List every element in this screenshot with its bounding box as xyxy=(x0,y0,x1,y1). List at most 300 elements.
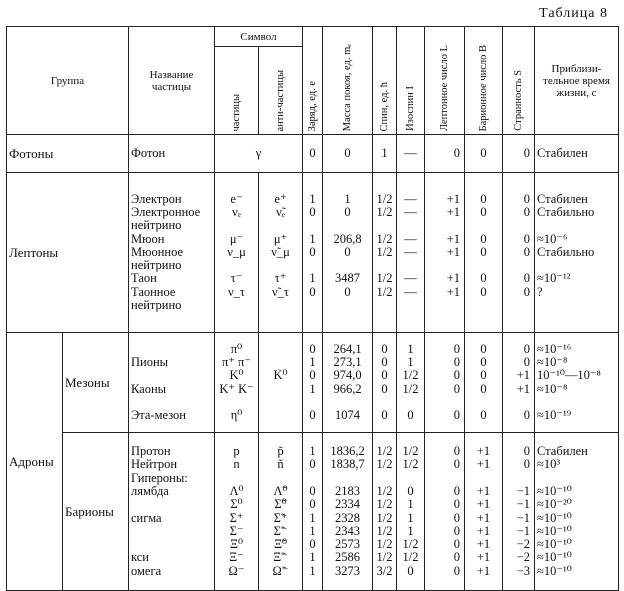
baryons-particle-line: Ξ⁰ xyxy=(229,538,244,552)
leptons-spin-line xyxy=(375,219,394,232)
baryons-mass xyxy=(323,433,373,591)
baryons-lifetime-line: ≈10⁻²⁰ xyxy=(537,498,572,512)
leptons-spin-line xyxy=(375,259,394,272)
leptons-spin xyxy=(373,173,397,333)
leptons-particle-line xyxy=(217,219,256,232)
baryons-charge xyxy=(303,433,323,591)
mesons-charge-line xyxy=(305,396,320,409)
mesons-mass-line: 966,2 xyxy=(333,382,362,396)
photon-lifetime-line: Стабилен xyxy=(537,146,588,160)
baryons-baryon-line: +1 xyxy=(476,445,491,459)
baryons-isospin-line: 1/2 xyxy=(402,551,419,565)
particle-table xyxy=(6,26,619,591)
mesons-name-line xyxy=(131,343,212,356)
leptons-strangeness-line: 0 xyxy=(523,232,530,246)
mesons-mass-line: 264,1 xyxy=(333,342,362,356)
mesons-isospin-line: 1/2 xyxy=(402,382,419,396)
baryons-isospin-line xyxy=(399,472,422,485)
baryons-lepton-line: 0 xyxy=(453,564,460,578)
photon-isospin-line: — xyxy=(404,146,417,160)
baryons-spin xyxy=(373,433,397,591)
mesons-baryon-line: 0 xyxy=(480,369,487,383)
leptons-lifetime-line xyxy=(537,299,616,312)
row-photons xyxy=(7,135,619,173)
baryons-isospin-line: 1 xyxy=(407,511,414,525)
baryons-baryon-line: +1 xyxy=(476,538,491,552)
leptons-isospin-line: — xyxy=(404,285,417,299)
mesons-mass-line: 1074 xyxy=(335,409,360,423)
group-photons: Фотоны xyxy=(7,135,129,173)
baryons-spin-line: 3/2 xyxy=(376,564,393,578)
baryons-mass-line: 1838,7 xyxy=(330,458,365,472)
photon-spin xyxy=(373,135,397,173)
baryons-strangeness-line: 0 xyxy=(523,458,530,472)
baryons-antiparticle-line: Σ̃⁻ xyxy=(273,524,288,538)
leptons-name-line: Таонное xyxy=(131,285,176,299)
leptons-isospin-line xyxy=(399,219,422,232)
leptons-lepton-line: +1 xyxy=(446,232,460,246)
leptons-lifetime-line: ≈10⁻⁶ xyxy=(537,232,568,246)
leptons-particle-line xyxy=(217,259,256,272)
mesons-lifetime-line: ≈10⁻⁸ xyxy=(537,355,568,369)
mesons-lepton xyxy=(425,333,465,433)
baryons-spin-line: 1/2 xyxy=(376,484,393,498)
baryons-name-line xyxy=(131,498,212,511)
mesons-particle-line: K⁰ xyxy=(229,369,244,383)
leptons-lepton-line xyxy=(427,259,460,272)
leptons-charge xyxy=(303,173,323,333)
baryons-name-line: Гипероны: xyxy=(131,471,188,485)
leptons-strangeness-line: 0 xyxy=(523,205,530,219)
baryons-lepton-line: 0 xyxy=(453,498,460,512)
mesons-name-line xyxy=(131,396,212,409)
baryons-particle-line: Σ⁺ xyxy=(229,511,244,525)
leptons-antiparticle-line xyxy=(261,259,300,272)
header-strangeness-cell xyxy=(503,27,535,135)
leptons-name-line: Мюон xyxy=(131,232,165,246)
baryons-mass-line: 3273 xyxy=(335,564,360,578)
mesons-mass-line: 974,0 xyxy=(333,369,362,383)
leptons-spin-line xyxy=(375,299,394,312)
photon-baryon xyxy=(465,135,503,173)
leptons-charge-line: 0 xyxy=(309,285,316,299)
baryons-mass-line: 2573 xyxy=(335,538,360,552)
leptons-name-line: нейтрино xyxy=(131,259,182,273)
leptons-particles xyxy=(215,173,259,333)
baryons-charge-line: 1 xyxy=(309,445,316,459)
leptons-names xyxy=(129,173,215,333)
baryons-baryon-line: +1 xyxy=(476,498,491,512)
baryons-lifetime-line: Стабилен xyxy=(537,445,588,459)
mesons-lifetime-line: 10⁻¹⁰—10⁻⁸ xyxy=(537,369,601,383)
baryons-particle-line xyxy=(217,472,256,485)
baryons-lifetime-line: ≈10⁻¹⁰ xyxy=(537,551,572,565)
baryons-particle-line: Ξ⁻ xyxy=(229,551,244,565)
baryons-mass-line: 2183 xyxy=(335,484,360,498)
baryons-lifetime-line: ≈10⁻¹⁰ xyxy=(537,484,572,498)
leptons-lifetime-line: Стабильно xyxy=(537,205,595,219)
baryons-mass-line: 2343 xyxy=(335,524,360,538)
baryons-spin-line xyxy=(375,472,394,485)
row-leptons xyxy=(7,173,619,333)
baryons-strangeness-line: −1 xyxy=(516,524,530,538)
leptons-particle-line xyxy=(217,299,256,312)
leptons-mass-line: 0 xyxy=(344,245,351,259)
baryons-names xyxy=(129,433,215,591)
leptons-baryon-line xyxy=(467,219,500,232)
photon-lifetime xyxy=(535,135,619,173)
baryons-baryon-line: +1 xyxy=(476,458,491,472)
baryons-charge-line: 0 xyxy=(309,458,316,472)
mesons-particles xyxy=(215,333,259,433)
leptons-name-line: Электрон xyxy=(131,192,182,206)
leptons-antiparticle-line: ν̃ₑ xyxy=(276,205,285,219)
baryons-baryon xyxy=(465,433,503,591)
baryons-antiparticle-line: Λ̃⁰ xyxy=(273,484,288,498)
leptons-charge-line xyxy=(305,299,320,312)
mesons-spin-line: 0 xyxy=(381,369,388,383)
mesons-mass-line: 273,1 xyxy=(333,355,362,369)
mesons-isospin-line xyxy=(399,396,422,409)
baryons-name-line: Нейтрон xyxy=(131,458,178,472)
leptons-mass-line: 0 xyxy=(344,205,351,219)
leptons-isospin-line: — xyxy=(404,232,417,246)
baryons-lifetime-line: ≈10⁻¹⁰ xyxy=(537,524,572,538)
baryons-baryon-line: +1 xyxy=(476,524,491,538)
baryons-lepton-line: 0 xyxy=(453,484,460,498)
leptons-mass-line: 206,8 xyxy=(333,232,362,246)
header-antiparticles: анти-частицы xyxy=(274,69,286,131)
leptons-baryon-line xyxy=(467,299,500,312)
mesons-antiparticle-line xyxy=(261,396,300,409)
header-symbol: Символ xyxy=(215,27,303,47)
mesons-charge-line: 0 xyxy=(309,369,316,383)
leptons-particle-line: ν_μ xyxy=(227,245,246,259)
leptons-antiparticle-line: τ⁺ xyxy=(274,272,287,286)
mesons-lifetime-line: ≈10⁻¹⁹ xyxy=(537,409,572,423)
baryons-strangeness xyxy=(503,433,535,591)
photon-lepton-line: 0 xyxy=(453,146,460,160)
mesons-spin-line: 0 xyxy=(381,382,388,396)
baryons-particle-line: p xyxy=(233,445,240,459)
mesons-isospin-line: 1 xyxy=(407,355,414,369)
mesons-baryon-line xyxy=(467,396,500,409)
leptons-baryon xyxy=(465,173,503,333)
leptons-lepton-line: +1 xyxy=(446,245,460,259)
baryons-lifetime-line xyxy=(537,472,616,485)
leptons-mass-line xyxy=(325,219,370,232)
baryons-particle-line: Λ⁰ xyxy=(229,484,244,498)
leptons-lifetime-line: Стабилен xyxy=(537,192,588,206)
baryons-particle-line: n xyxy=(233,458,240,472)
header-charge: Заряд, ед. e xyxy=(306,80,318,131)
baryons-spin-line: 1/2 xyxy=(376,551,393,565)
baryons-lepton-line: 0 xyxy=(453,551,460,565)
leptons-charge-line: 1 xyxy=(309,232,316,246)
leptons-particle-line: e⁻ xyxy=(230,192,243,206)
baryons-mass-line xyxy=(325,472,370,485)
mesons-charge xyxy=(303,333,323,433)
photon-name-line: Фотон xyxy=(131,146,166,160)
leptons-strangeness-line xyxy=(505,259,530,272)
leptons-particle-line: τ⁻ xyxy=(230,272,243,286)
baryons-lepton-line xyxy=(427,472,460,485)
baryons-antiparticles xyxy=(259,433,303,591)
leptons-charge-line: 0 xyxy=(309,205,316,219)
mesons-name-line xyxy=(131,369,212,382)
leptons-lifetime-line xyxy=(537,219,616,232)
leptons-lepton-line: +1 xyxy=(446,205,460,219)
photon-lepton xyxy=(425,135,465,173)
baryons-charge-line: 1 xyxy=(309,511,316,525)
baryons-particle-line: Ω⁻ xyxy=(228,564,245,578)
leptons-antiparticle-line: ν̃_τ xyxy=(272,285,289,299)
leptons-charge-line xyxy=(305,259,320,272)
leptons-isospin-line: — xyxy=(404,205,417,219)
header-row-1 xyxy=(7,27,619,47)
baryons-strangeness-line xyxy=(505,472,530,485)
mesons-isospin-line: 1/2 xyxy=(402,369,419,383)
leptons-spin-line: 1/2 xyxy=(376,205,393,219)
leptons-baryon-line: 0 xyxy=(480,192,487,206)
mesons-antiparticle-line xyxy=(261,383,300,396)
baryons-mass-line: 2328 xyxy=(335,511,360,525)
leptons-isospin-line: — xyxy=(404,272,417,286)
mesons-baryon-line: 0 xyxy=(480,409,487,423)
baryons-lepton-line: 0 xyxy=(453,511,460,525)
group-leptons: Лептоны xyxy=(7,173,129,333)
leptons-charge-line: 1 xyxy=(309,192,316,206)
mesons-lepton-line xyxy=(427,396,460,409)
mesons-lepton-line: 0 xyxy=(453,369,460,383)
baryons-antiparticle-line: Ξ̃⁻ xyxy=(273,551,288,565)
mesons-name-line: Эта-мезон xyxy=(131,409,186,423)
baryons-antiparticle-line: ñ xyxy=(277,458,284,472)
baryons-antiparticle-line: Σ̃⁰ xyxy=(274,498,287,512)
mesons-strangeness-line: +1 xyxy=(516,369,530,383)
leptons-spin-line: 1/2 xyxy=(376,272,393,286)
baryons-lifetime-line: ≈10³ xyxy=(537,458,561,472)
leptons-lifetime-line: ≈10⁻¹² xyxy=(537,272,571,286)
header-lepton: Лептонное число L xyxy=(438,44,450,131)
header-baryon: Барионное число B xyxy=(477,44,489,131)
leptons-particle-line: μ⁻ xyxy=(229,232,244,246)
leptons-lepton-line: +1 xyxy=(446,272,460,286)
leptons-antiparticle-line: μ⁺ xyxy=(273,232,288,246)
baryons-strangeness-line: −2 xyxy=(516,551,530,565)
baryons-name-line: кси xyxy=(131,551,149,565)
mesons-baryon-line: 0 xyxy=(480,382,487,396)
header-particles: частицы xyxy=(230,93,242,131)
leptons-charge-line: 1 xyxy=(309,272,316,286)
baryons-strangeness-line: −1 xyxy=(516,498,530,512)
header-strangeness: Странность S xyxy=(512,70,524,131)
leptons-lifetime-line xyxy=(537,259,616,272)
leptons-name-line: Таон xyxy=(131,272,157,286)
mesons-names xyxy=(129,333,215,433)
baryons-particle-line: Σ⁻ xyxy=(229,524,244,538)
leptons-lifetime xyxy=(535,173,619,333)
mesons-baryon-line: 0 xyxy=(480,355,487,369)
mesons-antiparticle-line xyxy=(261,356,300,369)
mesons-particle-line: π⁺ π⁻ xyxy=(222,355,251,369)
mesons-spin xyxy=(373,333,397,433)
mesons-particle-line: π⁰ xyxy=(230,342,243,356)
mesons-charge-line: 0 xyxy=(309,409,316,423)
mesons-antiparticle-line xyxy=(261,343,300,356)
leptons-charge-line: 0 xyxy=(309,245,316,259)
mesons-strangeness xyxy=(503,333,535,433)
leptons-mass-line: 3487 xyxy=(335,272,360,286)
mesons-lifetime-line: ≈10⁻⁸ xyxy=(537,382,568,396)
baryons-isospin xyxy=(397,433,425,591)
mesons-baryon-line: 0 xyxy=(480,342,487,356)
header-mass-cell xyxy=(323,27,373,135)
baryons-isospin-line: 1/2 xyxy=(402,445,419,459)
baryons-charge-line: 0 xyxy=(309,498,316,512)
group-hadrons: Адроны xyxy=(7,333,63,591)
photon-charge xyxy=(303,135,323,173)
baryons-isospin-line: 0 xyxy=(407,484,414,498)
leptons-spin-line: 1/2 xyxy=(376,245,393,259)
header-group: Группа xyxy=(7,27,129,135)
baryons-lepton-line: 0 xyxy=(453,538,460,552)
baryons-antiparticle-line: Ω̃⁻ xyxy=(272,564,289,578)
header-lepton-cell xyxy=(425,27,465,135)
mesons-name-line: Пионы xyxy=(131,355,169,369)
mesons-antiparticle-line xyxy=(261,409,300,422)
mesons-strangeness-line xyxy=(505,396,530,409)
leptons-antiparticle-line: e⁺ xyxy=(274,192,287,206)
baryons-lifetime-line: ≈10⁻¹⁰ xyxy=(537,538,572,552)
header-particles-cell xyxy=(215,47,259,135)
baryons-particles xyxy=(215,433,259,591)
leptons-name-line: нейтрино xyxy=(131,299,182,313)
leptons-particle-line: ν_τ xyxy=(228,285,245,299)
header-antiparticles-cell xyxy=(259,47,303,135)
header-charge-cell xyxy=(303,27,323,135)
row-mesons xyxy=(7,333,619,433)
leptons-isospin-line xyxy=(399,299,422,312)
leptons-lifetime-line: ? xyxy=(537,285,543,299)
baryons-baryon-line: +1 xyxy=(476,564,491,578)
leptons-spin-line: 1/2 xyxy=(376,192,393,206)
leptons-isospin xyxy=(397,173,425,333)
leptons-strangeness-line: 0 xyxy=(523,245,530,259)
baryons-strangeness-line: −1 xyxy=(516,511,530,525)
photon-mass xyxy=(323,135,373,173)
baryons-particle-line: Σ⁰ xyxy=(230,498,243,512)
leptons-isospin-line: — xyxy=(404,245,417,259)
baryons-lifetime xyxy=(535,433,619,591)
baryons-spin-line: 1/2 xyxy=(376,445,393,459)
baryons-name-line: сигма xyxy=(131,511,162,525)
baryons-lifetime-line: ≈10⁻¹⁰ xyxy=(537,564,572,578)
mesons-spin-line: 0 xyxy=(381,342,388,356)
photon-isospin xyxy=(397,135,425,173)
photon-mass-line: 0 xyxy=(344,146,351,160)
photon-charge-line: 0 xyxy=(309,146,316,160)
leptons-lepton-line xyxy=(427,219,460,232)
mesons-antiparticle-line: K̃⁰ xyxy=(273,369,288,383)
leptons-mass-line xyxy=(325,259,370,272)
baryons-name-line: Протон xyxy=(131,445,171,459)
leptons-antiparticles xyxy=(259,173,303,333)
baryons-baryon-line xyxy=(467,472,500,485)
baryons-charge-line: 1 xyxy=(309,551,316,565)
baryons-name-line: лямбда xyxy=(131,484,169,498)
leptons-charge-line xyxy=(305,219,320,232)
mesons-particle-line: η⁰ xyxy=(230,409,243,423)
baryons-name-line: омега xyxy=(131,564,162,578)
header-isospin: Изоспин I xyxy=(404,86,416,131)
leptons-lepton-line xyxy=(427,299,460,312)
mesons-strangeness-line: 0 xyxy=(523,355,530,369)
baryons-charge-line: 0 xyxy=(309,538,316,552)
mesons-particle-line: K⁺ K⁻ xyxy=(219,382,254,396)
leptons-antiparticle-line xyxy=(261,219,300,232)
mesons-baryon xyxy=(465,333,503,433)
leptons-spin-line: 1/2 xyxy=(376,232,393,246)
header-baryon-cell xyxy=(465,27,503,135)
baryons-strangeness-line: 0 xyxy=(523,445,530,459)
photon-symbol xyxy=(215,135,303,173)
photon-spin-line: 1 xyxy=(381,146,388,160)
baryons-isospin-line: 1 xyxy=(407,524,414,538)
leptons-particle-line: νₑ xyxy=(232,205,241,219)
baryons-charge-line xyxy=(305,472,320,485)
header-isospin-cell xyxy=(397,27,425,135)
baryons-charge-line: 1 xyxy=(309,524,316,538)
baryons-isospin-line: 0 xyxy=(407,564,414,578)
baryons-mass-line: 2586 xyxy=(335,551,360,565)
photon-name xyxy=(129,135,215,173)
mesons-mass-line xyxy=(325,396,370,409)
leptons-baryon-line: 0 xyxy=(480,232,487,246)
mesons-particle-line xyxy=(217,396,256,409)
photon-strangeness-line: 0 xyxy=(523,146,530,160)
mesons-lifetime-line xyxy=(537,396,616,409)
baryons-spin-line: 1/2 xyxy=(376,458,393,472)
mesons-lifetime xyxy=(535,333,619,433)
photon-baryon-line: 0 xyxy=(480,146,487,160)
leptons-mass-line: 0 xyxy=(344,285,351,299)
mesons-lepton-line: 0 xyxy=(453,355,460,369)
mesons-spin-line xyxy=(375,396,394,409)
leptons-strangeness-line: 0 xyxy=(523,272,530,286)
baryons-antiparticle-line xyxy=(261,472,300,485)
mesons-antiparticles xyxy=(259,333,303,433)
mesons-isospin-line: 1 xyxy=(407,342,414,356)
baryons-baryon-line: +1 xyxy=(476,511,491,525)
group-baryons: Барионы xyxy=(63,433,129,591)
mesons-spin-line: 0 xyxy=(381,409,388,423)
baryons-isospin-line: 1/2 xyxy=(402,458,419,472)
baryons-antiparticle-line: p̃ xyxy=(277,445,284,459)
leptons-lepton-line: +1 xyxy=(446,285,460,299)
baryons-strangeness-line: −3 xyxy=(516,564,530,578)
baryons-spin-line: 1/2 xyxy=(376,524,393,538)
leptons-antiparticle-line: ν̃_μ xyxy=(271,245,290,259)
mesons-charge-line: 1 xyxy=(309,355,316,369)
photon-particle-line: γ xyxy=(255,146,262,160)
baryons-mass-line: 1836,2 xyxy=(330,445,365,459)
leptons-mass-line: 1 xyxy=(344,192,351,206)
group-mesons: Мезоны xyxy=(63,333,129,433)
baryons-charge-line: 0 xyxy=(309,484,316,498)
leptons-isospin-line xyxy=(399,259,422,272)
leptons-antiparticle-line xyxy=(261,299,300,312)
